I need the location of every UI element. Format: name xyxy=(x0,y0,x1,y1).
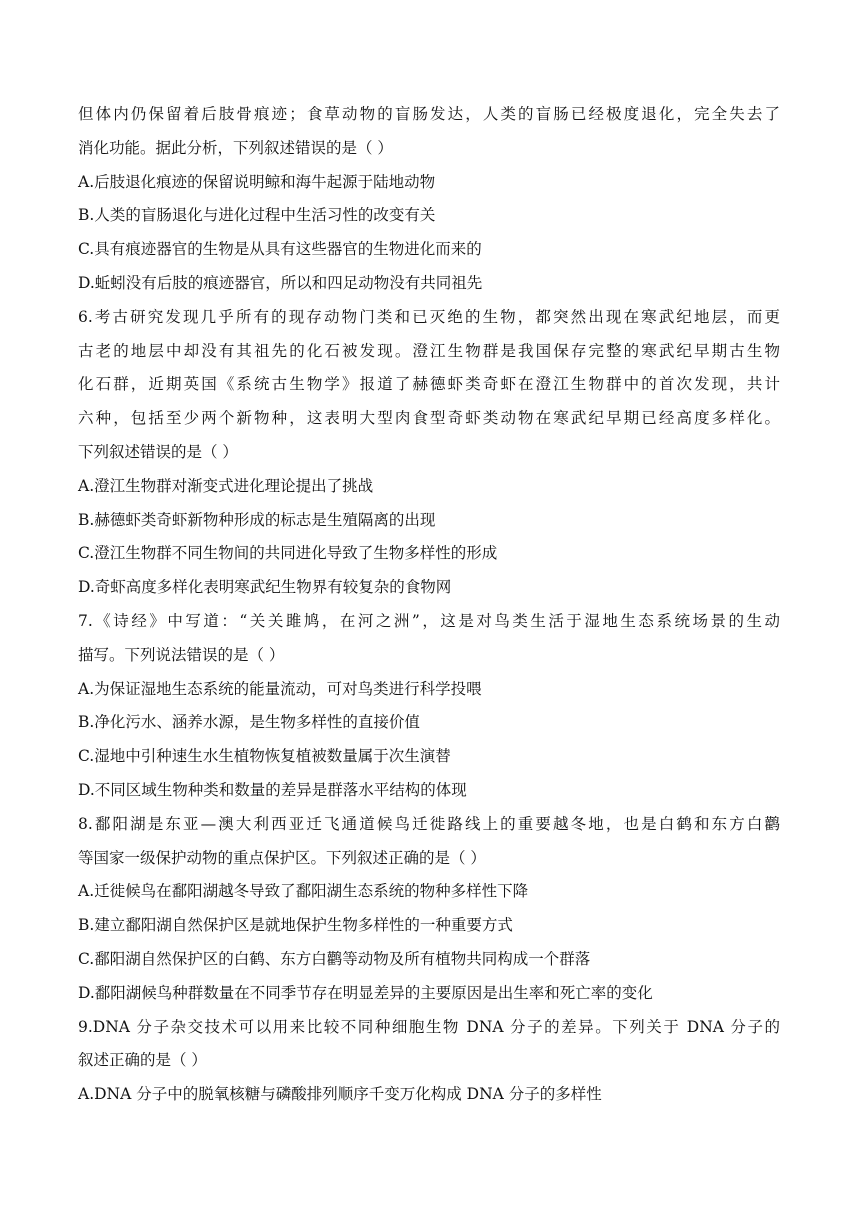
option-a-q9: A.DNA 分子中的脱氧核糖与磷酸排列顺序千变万化构成 DNA 分子的多样性 xyxy=(78,1085,602,1104)
option-b-q5: B.人类的盲肠退化与进化过程中生活习性的改变有关 xyxy=(78,206,436,225)
option-a-q8: A.迁徙候鸟在鄱阳湖越冬导致了鄱阳湖生态系统的物种多样性下降 xyxy=(78,882,529,901)
option-c-q6: C.澄江生物群不同生物间的共同进化导致了生物多样性的形成 xyxy=(78,544,498,563)
document-page xyxy=(78,98,780,1112)
question-7-line-2: 描写。下列说法错误的是（ ） xyxy=(78,645,285,664)
question-9-line-1: 9.DNA 分子杂交技术可以用来比较不同种细胞生物 DNA 分子的差异。下列关于 DNA 分子的 xyxy=(78,1017,780,1036)
question-6-line-5: 下列叙述错误的是（ ） xyxy=(78,442,238,461)
option-c-q5: C.具有痕迹器官的生物是从具有这些器官的生物进化而来的 xyxy=(78,240,482,259)
option-b-q8: B.建立鄱阳湖自然保护区是就地保护生物多样性的一种重要方式 xyxy=(78,916,513,935)
option-d-q6: D.奇虾高度多样化表明寒武纪生物界有较复杂的食物网 xyxy=(78,578,452,597)
text-line-2: 消化功能。据此分析，下列叙述错误的是（ ） xyxy=(78,138,393,157)
question-6-line-4: 六种，包括至少两个新物种，这表明大型肉食型奇虾类动物在寒武纪早期已经高度多样化。 xyxy=(78,409,780,428)
question-6-line-1: 6.考古研究发现几乎所有的现存动物门类和已灭绝的生物，都突然出现在寒武纪地层，而更 xyxy=(78,307,780,326)
option-d-q8: D.鄱阳湖候鸟种群数量在不同季节存在明显差异的主要原因是出生率和死亡率的变化 xyxy=(78,983,653,1002)
text-line-1: 但体内仍保留着后肢骨痕迹；食草动物的盲肠发达，人类的盲肠已经极度退化，完全失去了 xyxy=(78,105,780,123)
question-9-line-2: 叙述正确的是（ ） xyxy=(78,1051,207,1070)
option-a-q7: A.为保证湿地生态系统的能量流动，可对鸟类进行科学投喂 xyxy=(78,679,482,698)
question-6-line-2: 古老的地层中却没有其祖先的化石被发现。澄江生物群是我国保存完整的寒武纪早期古生物 xyxy=(78,341,780,360)
question-7-line-1: 7.《诗经》中写道：“关关雎鸠，在河之洲”，这是对鸟类生活于湿地生态系统场景的生动 xyxy=(78,611,780,630)
option-b-q6: B.赫德虾类奇虾新物种形成的标志是生殖隔离的出现 xyxy=(78,510,436,529)
question-8-line-2: 等国家一级保护动物的重点保护区。下列叙述正确的是（ ） xyxy=(78,848,486,867)
question-8-line-1: 8.鄱阳湖是东亚—澳大利西亚迁飞通道候鸟迁徙路线上的重要越冬地，也是白鹤和东方白鹳 xyxy=(78,814,780,833)
option-c-q7: C.湿地中引种速生水生植物恢复植被数量属于次生演替 xyxy=(78,747,451,766)
option-a-q5: A.后肢退化痕迹的保留说明鲸和海牛起源于陆地动物 xyxy=(78,172,436,191)
option-d-q5: D.蚯蚓没有后肢的痕迹器官，所以和四足动物没有共同祖先 xyxy=(78,273,483,292)
option-a-q6: A.澄江生物群对渐变式进化理论提出了挑战 xyxy=(78,476,374,495)
question-6-line-3: 化石群，近期英国《系统古生物学》报道了赫德虾类奇虾在澄江生物群中的首次发现，共计 xyxy=(78,375,780,394)
option-d-q7: D.不同区域生物种类和数量的差异是群落水平结构的体现 xyxy=(78,780,467,799)
option-b-q7: B.净化污水、涵养水源，是生物多样性的直接价值 xyxy=(78,713,420,732)
option-c-q8: C.鄱阳湖自然保护区的白鹤、东方白鹳等动物及所有植物共同构成一个群落 xyxy=(78,949,591,968)
